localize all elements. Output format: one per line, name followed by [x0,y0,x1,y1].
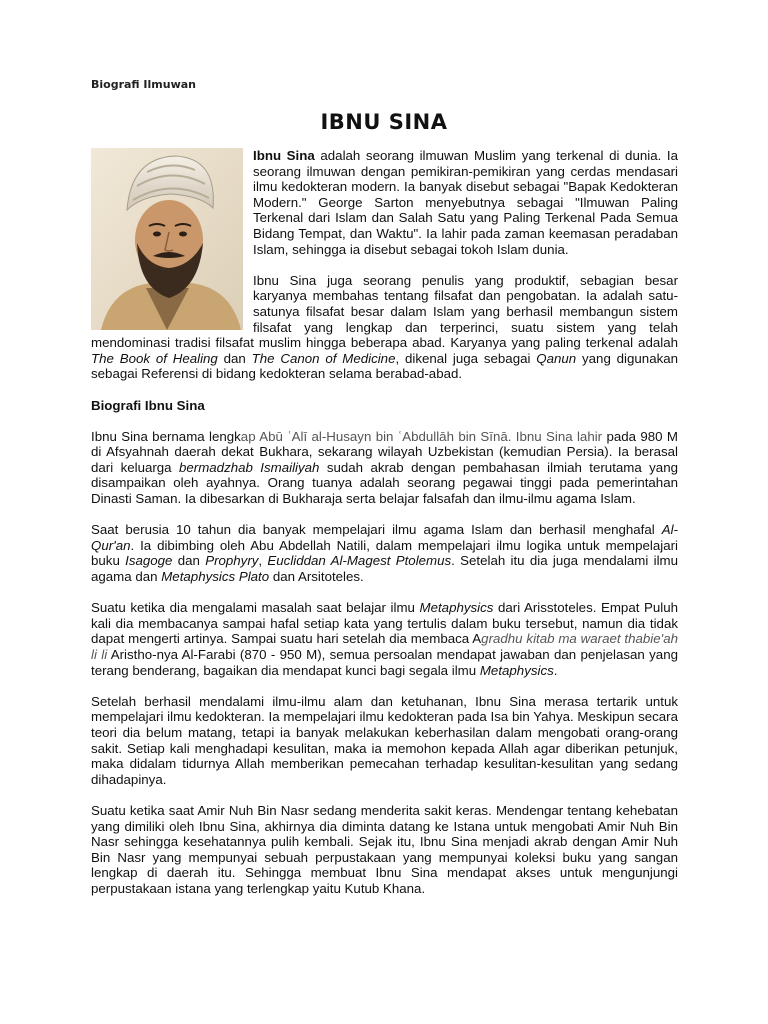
paragraph-biography: Ibnu Sina bernama lengkap Abū ʿAlī al-Husayn bin ʿAbdullāh bin Sīnā. Ibnu Sina lahir pada 980 M di Afsyahnah daerah dekat Bukhara, sekarang wilayah Uzbekistan (kemudian Persia). Ia berasal dari keluarga bermadzhab Ismailiyah sudah akrab dengan pembahasan ilmiah terutama yang disampaikan oleh ayahnya. Orang tuanya adalah seorang pegawai tinggi pada pemerintahan Dinasti Saman. Ia dibesarkan di Bukharaja serta belajar falsafah dan ilmu-ilmu agama Islam. [91,428,678,507]
paragraph-metaphysics: Suatu ketika dia mengalami masalah saat belajar ilmu Metaphysics dari Arisstoteles. Empat Puluh kali dia membacanya sampai hafal setiap kata yang tertulis dalam buku tersebut, namun dia tidak dapat mengerti artinya. Sampai suatu hari setelah dia membaca Agradhu kitab ma waraet thabie'ah li li Aristho-nya Al-Farabi (870 - 950 M), semua persoalan mendapat jawaban dan penjelasan yang terang benderang, bagaikan dia mendapat kunci bagi segala ilmu Metaphysics. [91,600,678,678]
ibnu-sina-portrait-icon [91,148,243,330]
book-title: Qanun [536,350,577,366]
paragraph-library: Suatu ketika saat Amir Nuh Bin Nasr sedang menderita sakit keras. Mendengar tentang kehebatan yang dimiliki oleh Ibnu Sina, akhirnya dia diminta datang ke Istana untuk mengobati Amir Nuh Bin Nasr sehingga kesehatannya pulih kembali. Sejak itu, Ibnu Sina menjadi akrab dengan Amir Nuh Bin Nasr yang mempunyai sebuah perpustakaan yang mempunyai koleksi buku yang sangan lengkap di daerah itu. Sehingga membuat Ibnu Sina mendapat akses untuk mengunjungi perpustakaan istana yang terlengkap yaitu Kutub Khana. [91,802,678,896]
paragraph-education: Saat berusia 10 tahun dia banyak mempelajari ilmu agama Islam dan berhasil menghafal Al-Qur'an. Ia dibimbing oleh Abu Abdellah Natili, dalam mempelajari ilmu logika untuk mempelajari buku Isagoge dan Prophyry, Eucliddan Al-Magest Ptolemus. Setelah itu dia juga mendalami ilmu agama dan Metaphysics Plato dan Arsitoteles. [91,522,678,585]
section-heading: Biografi Ibnu Sina [91,397,205,413]
paragraph-intro: Ibnu Sina adalah seorang ilmuwan Muslim yang terkenal di dunia. Ia seorang ilmuwan dengan pemikiran-pemikiran yang cerdas mendasari ilmu kedokteran modern. Ia banyak disebut sebagai "Bapak Kedokteran Modern." George Sarton menyebutnya sebagai "Ilmuwan Paling Terkenal dari Islam dan Salah Satu yang Paling Terkenal Pada Semua Bidang Tempat, dan Waktu". Ia lahir pada zaman keemasan peradaban Islam, sehingga ia disebut sebagai tokoh Islam dunia. [253,148,678,257]
book-title: The Canon of Medicine [251,350,396,366]
book-title: The Book of Healing [91,350,218,366]
article-body [91,148,678,912]
page-header: Biografi Ilmuwan [91,78,196,91]
paragraph-medicine: Setelah berhasil mendalami ilmu-ilmu alam dan ketuhanan, Ibnu Sina merasa tertarik untuk mempelajari ilmu kedokteran. Ia mempelajari ilmu kedokteran pada Isa bin Yahya. Meskipun secara teori dia belum matang, tetapi ia banyak melakukan keberhasilan dalam mengobati orang-orang sakit. Setiap kali menghadapi kesulitan, maka ia memohon kepada Allah agar diberikan petunjuk, maka didalam tidurnya Allah memberikan pemecahan terhadap kesulitan-kesulitan yang sedang dihadapinya. [91,693,678,787]
paragraph-works: Ibnu Sina juga seorang penulis yang produktif, sebagian besar karyanya membahas tentang filsafat dan pengobatan. Ia adalah satu-satunya filsafat besar dalam Islam yang berhasil membangun sistem filsafat yang lengkap dan terperinci, suatu sistem yang telah mendominasi tradisi filsafat muslim hingga beberapa abad. Karyanya yang paling terkenal adalah The Book of Healing dan The Canon of Medicine, dikenal juga sebagai Qanun yang digunakan sebagai Referensi di bidang kedokteran selama berabad-abad. [91,272,679,382]
page-title: IBNU SINA [320,110,448,134]
subject-name: Ibnu Sina [253,148,315,163]
